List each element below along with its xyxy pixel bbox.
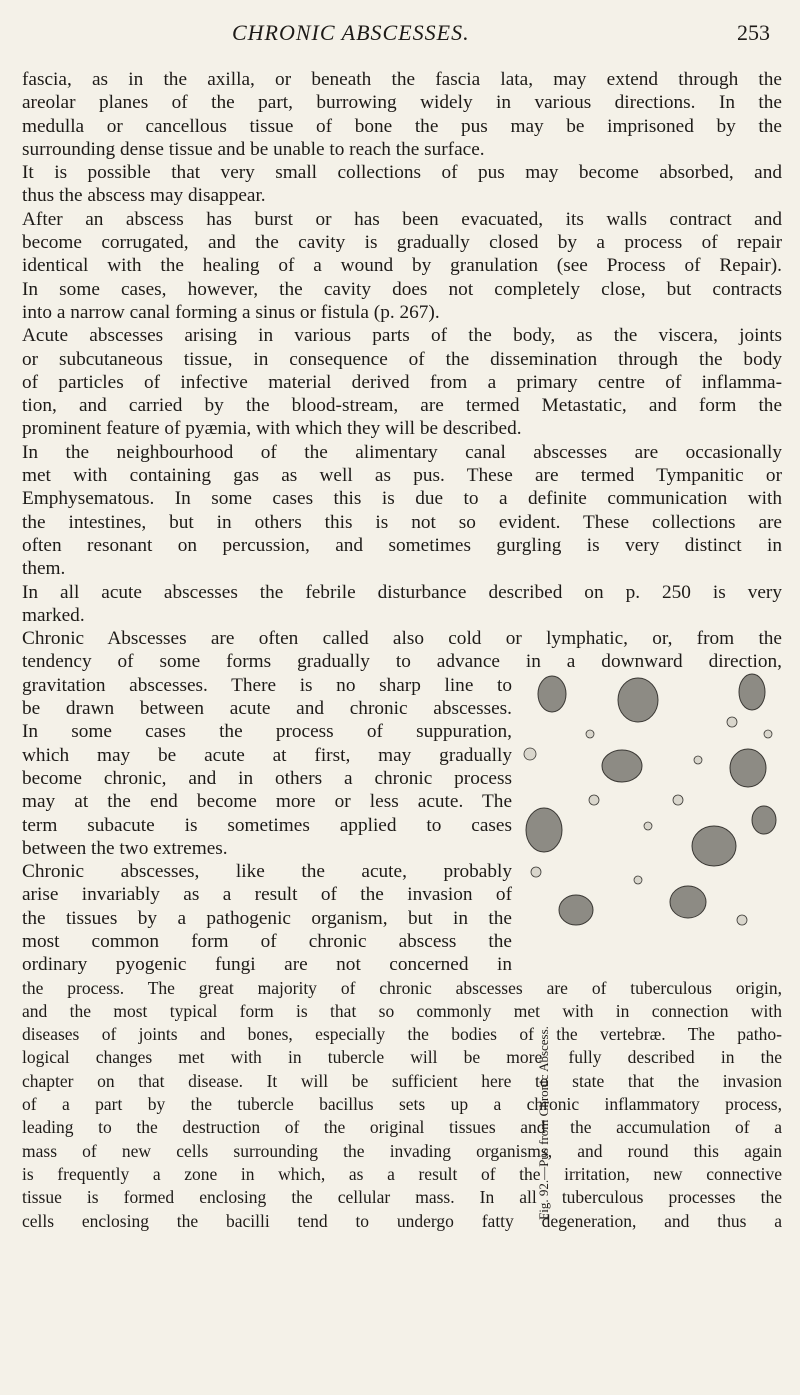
text-line: arise invariably as a result of the invasion of	[22, 884, 512, 906]
text-line: which may be acute at first, may gradually	[22, 744, 512, 766]
page-number: 253	[737, 20, 770, 45]
text-line: identical with the healing of a wound by granulation (see Process of Repair).	[22, 255, 782, 277]
text-line: term subacute is sometimes applied to cases	[22, 814, 512, 836]
figure-caption: Fig. 92.—Pus from Chronic Abscess.	[536, 1026, 551, 1220]
text-line: become corrugated, and the cavity is gradually closed by a process of repair	[22, 232, 782, 254]
body-text	[22, 68, 782, 1233]
text-line: or subcutaneous tissue, in consequence of the dissemination through the body	[22, 348, 782, 370]
text-line: the intestines, but in others this is not so evident. These collections are	[22, 511, 782, 533]
text-line: In all acute abscesses the febrile disturbance described on p. 250 is very	[22, 581, 782, 603]
text-line: chapter on that disease. It will be sufficient here to state that the invasion	[22, 1070, 782, 1091]
text-line: tissue is formed enclosing the cellular mass. In all tuberculous processes the	[22, 1187, 782, 1208]
running-head: CHRONIC ABSCESSES.	[232, 20, 470, 45]
text-line: is frequently a zone in which, as a result of the irritation, new connective	[22, 1163, 782, 1184]
text-line: Chronic abscesses, like the acute, probably	[22, 861, 512, 883]
text-line: gravitation abscesses. There is no sharp line to	[22, 674, 512, 696]
figure-caption-box	[536, 970, 576, 1250]
text-line: fascia, as in the axilla, or beneath the fascia lata, may extend through the	[22, 69, 782, 90]
text-line: thus the abscess may disappear.	[22, 185, 266, 207]
page-header	[0, 20, 800, 60]
text-line: Acute abscesses arising in various parts of the body, as the viscera, joints	[22, 325, 782, 347]
text-line: logical changes met with in tubercle will be more fully described in the	[22, 1047, 782, 1068]
text-line: most common form of chronic abscess the	[22, 930, 512, 952]
text-line: areolar planes of the part, burrowing widely in various directions. In the	[22, 92, 782, 114]
text-line: In some cases, however, the cavity does not completely close, but contracts	[22, 278, 782, 300]
text-line: cells enclosing the bacilli tend to undergo fatty degeneration, and thus a	[22, 1210, 782, 1231]
text-line: tendency of some forms gradually to advance in a downward direction,	[22, 651, 782, 673]
text-line: them.	[22, 558, 66, 580]
text-line: into a narrow canal forming a sinus or fistula (p. 267).	[22, 301, 440, 323]
text-line: marked.	[22, 604, 85, 626]
text-line: and the most typical form is that so commonly met with in connection with	[22, 1000, 782, 1021]
text-line: In the neighbourhood of the alimentary canal abscesses are occasionally	[22, 441, 782, 463]
text-line: the tissues by a pathogenic organism, but in the	[22, 907, 512, 929]
text-line: prominent feature of pyæmia, with which they will be described.	[22, 418, 522, 440]
text-line: ordinary pyogenic fungi are not concerned in	[22, 954, 512, 976]
text-line: mass of new cells surrounding the invading organisms, and round this again	[22, 1140, 782, 1161]
text-line: met with containing gas as well as pus. These are termed Tympanitic or	[22, 465, 782, 487]
text-line: between the two extremes.	[22, 837, 228, 859]
text-line: of a part by the tubercle bacillus sets up a chronic inflammatory process,	[22, 1094, 782, 1115]
text-line: It is possible that very small collections of pus may become absorbed, and	[22, 162, 782, 184]
text-line: After an abscess has burst or has been evacuated, its walls contract and	[22, 208, 782, 230]
text-line: the process. The great majority of chronic abscesses are of tuberculous origin,	[22, 977, 782, 998]
text-line: Chronic Abscesses are often called also cold or lymphatic, or, from the	[22, 628, 782, 650]
text-line: surrounding dense tissue and be unable to reach the surface.	[22, 138, 485, 160]
text-line: be drawn between acute and chronic abscesses.	[22, 698, 512, 720]
text-line: of particles of infective material derived from a primary centre of inflamma-	[22, 371, 782, 393]
pus-cells-figure	[510, 670, 782, 955]
text-line: become chronic, and in others a chronic process	[22, 767, 512, 789]
text-line: medulla or cancellous tissue of bone the pus may be imprisoned by the	[22, 115, 782, 137]
lower-paragraph	[22, 977, 782, 1233]
text-line: often resonant on percussion, and sometimes gurgling is very distinct in	[22, 534, 782, 556]
text-line: In some cases the process of suppuration,	[22, 721, 512, 743]
text-line: may at the end become more or less acute. The	[22, 791, 512, 813]
text-line: diseases of joints and bones, especially the bodies of the vertebræ. The patho-	[22, 1024, 782, 1045]
text-line: tion, and carried by the blood-stream, are termed Metastatic, and form the	[22, 395, 782, 417]
text-line: leading to the destruction of the original tissues and the accumulation of a	[22, 1117, 782, 1138]
text-line: Emphysematous. In some cases this is due to a definite communication with	[22, 488, 782, 510]
